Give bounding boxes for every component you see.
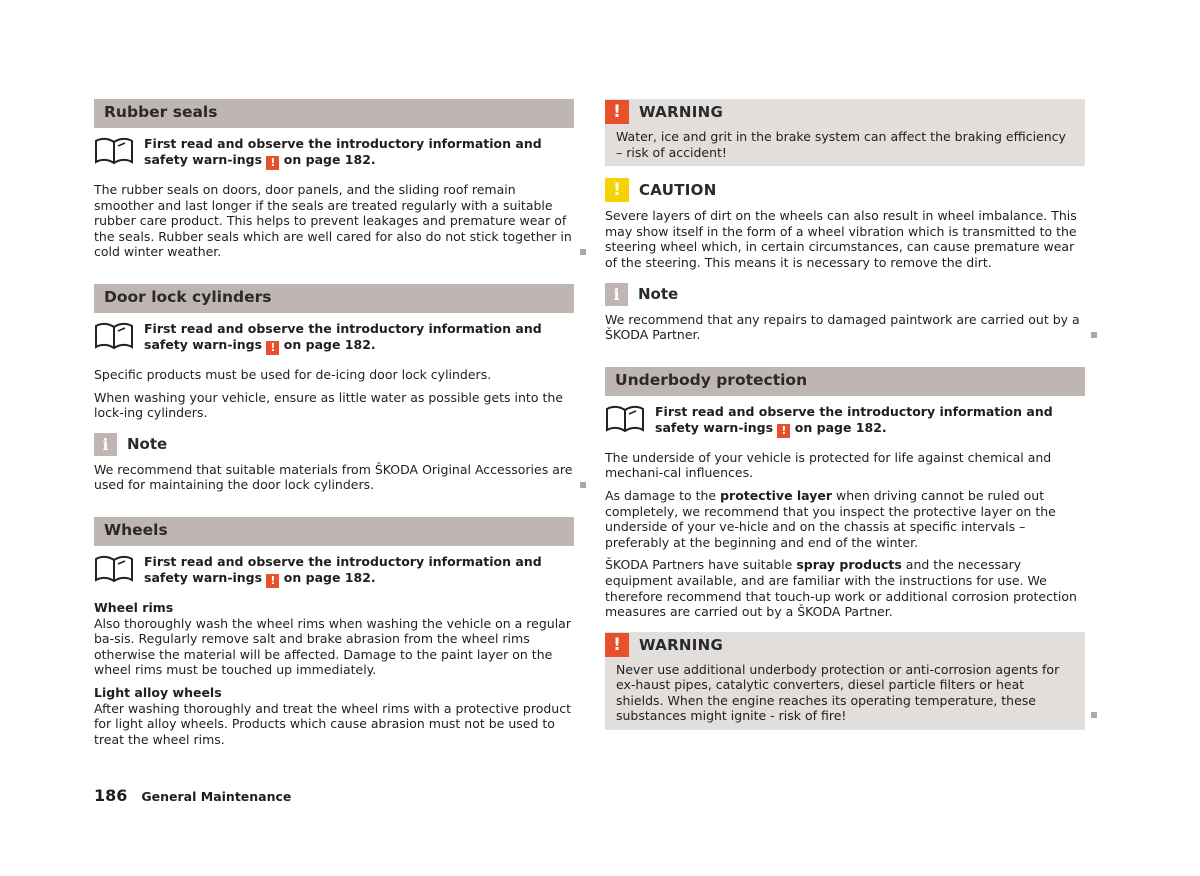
info-icon: i — [94, 433, 117, 456]
section-end-marker — [580, 249, 586, 255]
warning-box-underbody — [605, 632, 1085, 730]
wheel-rims-text: Also thoroughly wash the wheel rims when washing the vehicle on a regular ba-sis. Regularly remove salt and brake abrasion from the wheel rims otherwise the material will be affected. Damage to the paint layer on the wheel rims must be touched up immediately. — [94, 615, 571, 678]
page-reference-link[interactable]: on page 182. — [283, 336, 376, 352]
caution-header — [605, 178, 1085, 202]
info-icon: i — [605, 283, 628, 306]
light-alloy-text: After washing thoroughly and treat the wheel rims with a protective product for light alloy wheels. Products which cause abrasion must not be used to treat the wheel rims. — [94, 700, 571, 747]
subheading-light-alloy-wheels: Light alloy wheels — [94, 684, 222, 700]
section-title-door-lock-cylinders: Door lock cylinders — [94, 284, 574, 313]
text-run: As damage to the — [605, 487, 717, 503]
caution-title: CAUTION — [639, 181, 717, 200]
note-header — [605, 283, 1085, 306]
page-number: 186 — [94, 786, 128, 805]
section-title-wheels: Wheels — [94, 517, 574, 546]
warning-title: WARNING — [639, 103, 724, 121]
rubber-seals-body: The rubber seals on doors, door panels, and the sliding roof remain smoother and last longer if the seals are treated regularly with a suitable rubber care product. This helps to prevent leakages and premature wear of the seals. Rubber seals which are well cared for also do not stick together in cold winter weather. — [94, 182, 572, 260]
section-end-marker — [580, 482, 586, 488]
section-end-marker — [1091, 332, 1097, 338]
warning-text: Never use additional underbody protection or anti-corrosion agents for ex-haust pipes, catalytic converters, diesel particle filters or heat shields. When the engine reaches its operating temperature, these substances might ignite - risk of fire! — [616, 661, 1060, 724]
reference-text: First read and observe the introductory information and safety warn-ings — [144, 136, 542, 167]
bold-term-spray-products: spray products — [796, 557, 902, 573]
note-title: Note — [127, 435, 168, 454]
warning-icon: ! — [605, 633, 629, 657]
book-icon — [94, 136, 134, 166]
warning-icon: ! — [266, 156, 279, 170]
safety-reference — [94, 136, 574, 170]
underbody-paragraph-2 — [605, 488, 1085, 550]
page-reference-link[interactable]: on page 182. — [283, 152, 376, 167]
note-title: Note — [638, 285, 679, 304]
text-run: ŠKODA Partners have suitable — [605, 557, 793, 573]
subheading-wheel-rims: Wheel rims — [94, 599, 174, 615]
reference-text: First read and observe the introductory information and safety warn-ings — [144, 320, 542, 352]
reference-text: First read and observe the introductory information and safety warn-ings — [655, 403, 1053, 435]
bold-term-protective-layer: protective layer — [720, 487, 833, 503]
footer-title: General Maintenance — [141, 789, 292, 804]
page-reference-link[interactable]: on page 182. — [283, 569, 376, 585]
safety-reference — [605, 404, 1085, 438]
warning-box-brakes — [605, 99, 1085, 166]
warning-icon: ! — [266, 341, 279, 355]
warning-icon: ! — [777, 424, 790, 438]
section-title-rubber-seals: Rubber seals — [94, 99, 574, 128]
warning-icon: ! — [266, 574, 279, 588]
safety-reference — [94, 321, 574, 355]
section-title-underbody-protection: Underbody protection — [605, 367, 1085, 396]
caution-icon: ! — [605, 178, 629, 202]
left-column — [94, 99, 574, 754]
right-column — [605, 99, 1085, 740]
door-paragraph-1: Specific products must be used for de-icing door lock cylinders. — [94, 366, 492, 382]
note-text: We recommend that suitable materials from ŠKODA Original Accessories are used for maintaining the door lock cylinders. — [94, 461, 573, 493]
page-reference-link[interactable]: on page 182. — [794, 419, 887, 435]
warning-text: Water, ice and grit in the brake system can affect the braking efficiency – risk of accident! — [616, 129, 1066, 160]
warning-icon: ! — [605, 100, 629, 124]
underbody-paragraph-1: The underside of your vehicle is protected for life against chemical and mechani-cal influences. — [605, 449, 1052, 481]
text-run: and the necessary equipment available, and are familiar with the instructions for use. We therefore recommend that touch-up work or additional corrosion protection measures are carried out by a ŠKODA Partner. — [605, 557, 1077, 620]
warning-title: WARNING — [639, 635, 724, 654]
book-icon — [94, 554, 134, 584]
caution-text: Severe layers of dirt on the wheels can also result in wheel imbalance. This may show itself in the form of a wheel vibration which is transmitted to the steering wheel which, in certain circumstances, can cause premature wear of the steering. This means it is necessary to remove the dirt. — [605, 208, 1077, 270]
book-icon — [605, 404, 645, 434]
text-run: when driving cannot be ruled out completely, we recommend that you inspect the protective layer on the underside of your ve-hicle and on the chassis at specific intervals – preferably at the beginning and end of the winter. — [605, 487, 1056, 550]
section-end-marker — [1091, 712, 1097, 718]
safety-reference — [94, 554, 574, 588]
reference-text: First read and observe the introductory information and safety warn-ings — [144, 553, 542, 585]
note-text: We recommend that any repairs to damaged paintwork are carried out by a ŠKODA Partner. — [605, 311, 1080, 343]
note-header — [94, 433, 574, 456]
page-footer — [94, 786, 291, 805]
book-icon — [94, 321, 134, 351]
door-paragraph-2: When washing your vehicle, ensure as little water as possible gets into the lock-ing cylinders. — [94, 389, 563, 421]
underbody-paragraph-3 — [605, 557, 1085, 619]
